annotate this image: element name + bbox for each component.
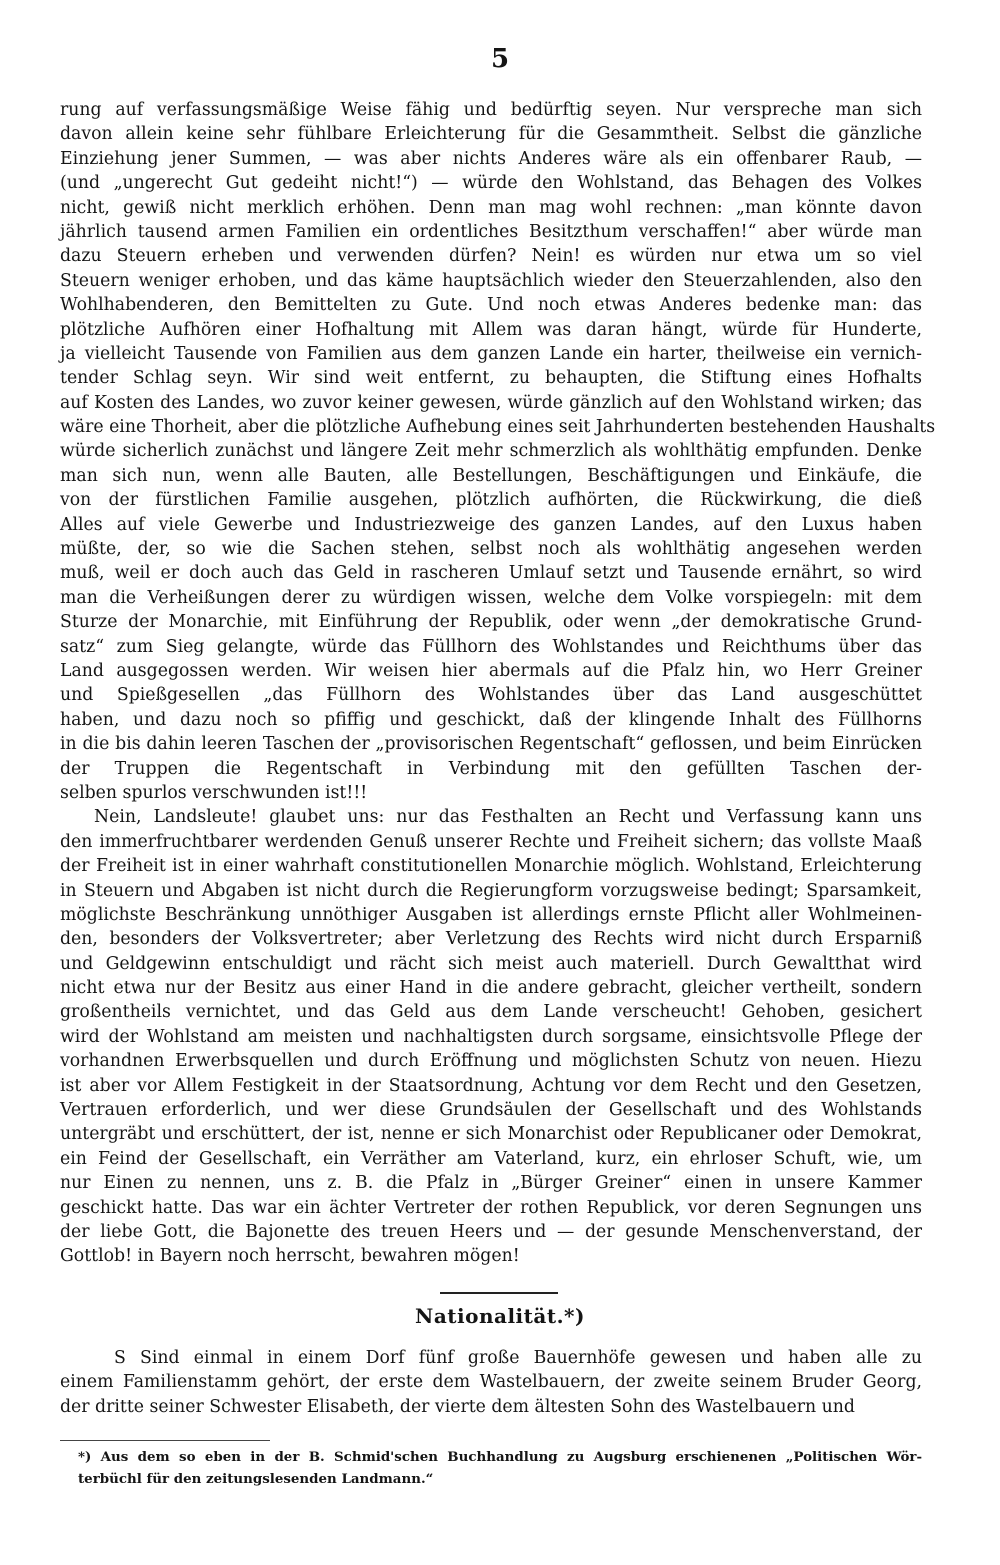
text-line: geschickt hatte. Das war ein ächter Vertreter der rothen Republick, vor deren Segnungen uns bbox=[60, 1197, 922, 1218]
text-line: der Freiheit ist in einer wahrhaft constitutionellen Monarchie möglich. Wohlstand, Erleichterung bbox=[60, 856, 922, 877]
text-line: plötzliche Aufhören einer Hofhaltung mit Allem was daran hängt, würde für Hunderte, bbox=[60, 319, 922, 340]
text-line: und Spießgesellen „das Füllhorn des Wohlstandes über das Land ausgeschüttet bbox=[60, 685, 922, 706]
text-line: würde sicherlich zunächst und längere Zeit mehr schmerzlich als wohlthätig empfunden. Denke bbox=[60, 441, 922, 462]
text-line: rung auf verfassungsmäßige Weise fähig und bedürftig seyen. Nur verspreche man sich bbox=[60, 100, 922, 120]
text-line: nicht, gewiß nicht merklich erhöhen. Denn man mag wohl rechnen: „man könnte davon bbox=[60, 197, 922, 218]
section-text-line: der dritte seiner Schwester Elisabeth, der vierte dem ältesten Sohn des Wastelbauern und bbox=[60, 1396, 855, 1417]
text-line: den immerfruchtbarer werdenden Genuß unserer Rechte und Freiheit sichern; das vollste Maaß bbox=[60, 831, 922, 852]
section-text bbox=[60, 1346, 922, 1419]
section-divider bbox=[440, 1292, 558, 1294]
text-line: wäre eine Thorheit, aber die plötzliche Aufhebung eines seit Jahrhunderten bestehenden Haushalts bbox=[60, 417, 936, 438]
text-line: dazu Steuern erheben und verwenden dürfen? Nein! es würden nur etwa um so viel bbox=[60, 246, 922, 267]
text-line: satz“ zum Sieg gelangte, würde das Füllhorn des Wohlstandes und Reichthums über das bbox=[60, 636, 922, 657]
text-line: tender Schlag seyn. Wir sind weit entfernt, zu behaupten, die Stiftung eines Hofhalts bbox=[60, 368, 922, 389]
footnote-line: terbüchl für den zeitungslesenden Landmann.“ bbox=[78, 1471, 434, 1487]
text-line: von der fürstlichen Familie ausgehen, plötzlich aufhörten, die Rückwirkung, die dieß bbox=[60, 490, 922, 511]
text-line: großentheils vernichtet, und das Geld aus dem Lande verscheucht! Gehoben, gesichert bbox=[60, 1002, 922, 1023]
text-line: man sich nun, wenn alle Bauten, alle Bestellungen, Beschäftigungen und Einkäufe, die bbox=[60, 465, 922, 486]
text-line: den, besonders der Volksvertreter; aber Verletzung des Rechts wird nicht durch Ersparniß bbox=[60, 929, 922, 950]
text-line: ja vielleicht Tausende von Familien aus dem ganzen Lande ein harter, theilweise ein vernich- bbox=[60, 343, 922, 364]
text-line: Nein, Landsleute! glaubet uns: nur das Festhalten an Recht und Verfassung kann uns bbox=[94, 807, 922, 828]
section-heading: Nationalität.*) bbox=[415, 1304, 585, 1328]
main-text bbox=[60, 98, 936, 1269]
text-line: Sturze der Monarchie, mit Einführung der Republik, oder wenn „der demokratische Grund- bbox=[60, 612, 922, 633]
text-line: Einziehung jener Summen, — was aber nichts Anderes wäre als ein offenbarer Raub, — bbox=[60, 148, 922, 169]
footnote-divider bbox=[60, 1440, 270, 1441]
footnote bbox=[78, 1446, 922, 1490]
text-line: vorhandnen Erwerbsquellen und durch Eröffnung und möglichsten Schutz von neuen. Hiezu bbox=[60, 1051, 922, 1072]
section-text-line: einem Familienstamm gehört, der erste dem Wastelbauern, der zweite seinem Bruder Georg, bbox=[60, 1372, 922, 1393]
text-line: nicht etwa nur der Besitz aus einer Hand in die andere gebracht, gleicher vertheilt, sondern bbox=[60, 978, 922, 999]
footnote-line: *) Aus dem so eben in der B. Schmid'schen Buchhandlung zu Augsburg erschienenen „Politischen Wör- bbox=[78, 1449, 922, 1465]
text-line: selben spurlos verschwunden ist!!! bbox=[60, 782, 368, 803]
text-line: müßte, der, so wie die Sachen stehen, selbst noch als wohlthätig angesehen werden bbox=[60, 539, 922, 560]
paragraph-2 bbox=[60, 805, 922, 1268]
paragraph-1 bbox=[60, 98, 936, 805]
text-line: in Steuern und Abgaben ist nicht durch die Regierungform vorzugsweise bedingt; Sparsamkeit, bbox=[60, 880, 922, 901]
text-line: haben, und dazu noch so pfiffig und geschickt, daß der klingende Inhalt des Füllhorns bbox=[60, 709, 922, 730]
text-line: Land ausgegossen werden. Wir weisen hier abermals auf die Pfalz hin, wo Herr Greiner bbox=[60, 660, 922, 681]
text-line: der liebe Gott, die Bajonette des treuen Heers und — der gesunde Menschenverstand, der bbox=[60, 1221, 922, 1242]
text-line: untergräbt und erschüttert, der ist, nenne er sich Monarchist oder Republicaner oder Demokrat, bbox=[60, 1124, 922, 1145]
text-line: und Geldgewinn entschuldigt und rächt sich meist auch materiell. Durch Gewaltthat wird bbox=[60, 953, 922, 974]
text-line: jährlich tausend armen Familien ein ordentliches Besitzthum verschaffen!“ aber würde man bbox=[60, 221, 922, 242]
text-line: in die bis dahin leeren Taschen der „provisorischen Regentschaft“ geflossen, und beim Einrücken bbox=[60, 734, 922, 755]
text-line: nur Einen zu nennen, uns z. B. die Pfalz in „Bürger Greiner“ einen in unsere Kammer bbox=[60, 1173, 922, 1194]
text-line: ist aber vor Allem Festigkeit in der Staatsordnung, Achtung vor dem Recht und den Gesetzen, bbox=[60, 1075, 922, 1096]
text-line: davon allein keine sehr fühlbare Erleichterung für die Gesammtheit. Selbst die gänzliche bbox=[60, 124, 922, 145]
text-line: wird der Wohlstand am meisten und nachhaltigsten durch sorgsame, einsichtsvolle Pflege der bbox=[60, 1026, 922, 1047]
text-line: Alles auf viele Gewerbe und Industriezweige des ganzen Landes, auf den Luxus haben bbox=[60, 514, 922, 535]
text-line: (und „ungerecht Gut gedeiht nicht!“) — würde den Wohlstand, das Behagen des Volkes bbox=[60, 173, 922, 194]
text-line: auf Kosten des Landes, wo zuvor keiner gewesen, würde gänzlich auf den Wohlstand wirken; das bbox=[60, 392, 922, 413]
section-text-line: S Sind einmal in einem Dorf fünf große Bauernhöfe gewesen und haben alle zu bbox=[114, 1348, 922, 1368]
text-line: man die Verheißungen derer zu würdigen wissen, welche dem Volke vorspiegeln: mit dem bbox=[60, 587, 922, 608]
text-line: Steuern weniger erhoben, und das käme hauptsächlich wieder den Steuerzahlenden, also den bbox=[60, 270, 922, 291]
text-line: Wohlhabenderen, den Bemittelten zu Gute. Und noch etwas Anderes bedenke man: das bbox=[60, 295, 922, 316]
text-line: der Truppen die Regentschaft in Verbindung mit den gefüllten Taschen der- bbox=[60, 758, 922, 779]
text-line: muß, weil er doch auch das Geld in rascheren Umlauf setzt und Tausende ernährt, so wird bbox=[60, 563, 922, 584]
text-line: Vertrauen erforderlich, und wer diese Grundsäulen der Gesellschaft und des Wohlstands bbox=[60, 1100, 922, 1121]
text-line: Gottlob! in Bayern noch herrscht, bewahren mögen! bbox=[60, 1246, 520, 1267]
page-number: 5 bbox=[490, 44, 510, 74]
text-line: möglichste Beschränkung unnöthiger Ausgaben ist allerdings ernste Pflicht aller Wohlmeinen- bbox=[60, 904, 922, 925]
text-line: ein Feind der Gesellschaft, ein Verräther am Vaterland, kurz, ein ehrloser Schuft, wie, um bbox=[60, 1148, 922, 1169]
